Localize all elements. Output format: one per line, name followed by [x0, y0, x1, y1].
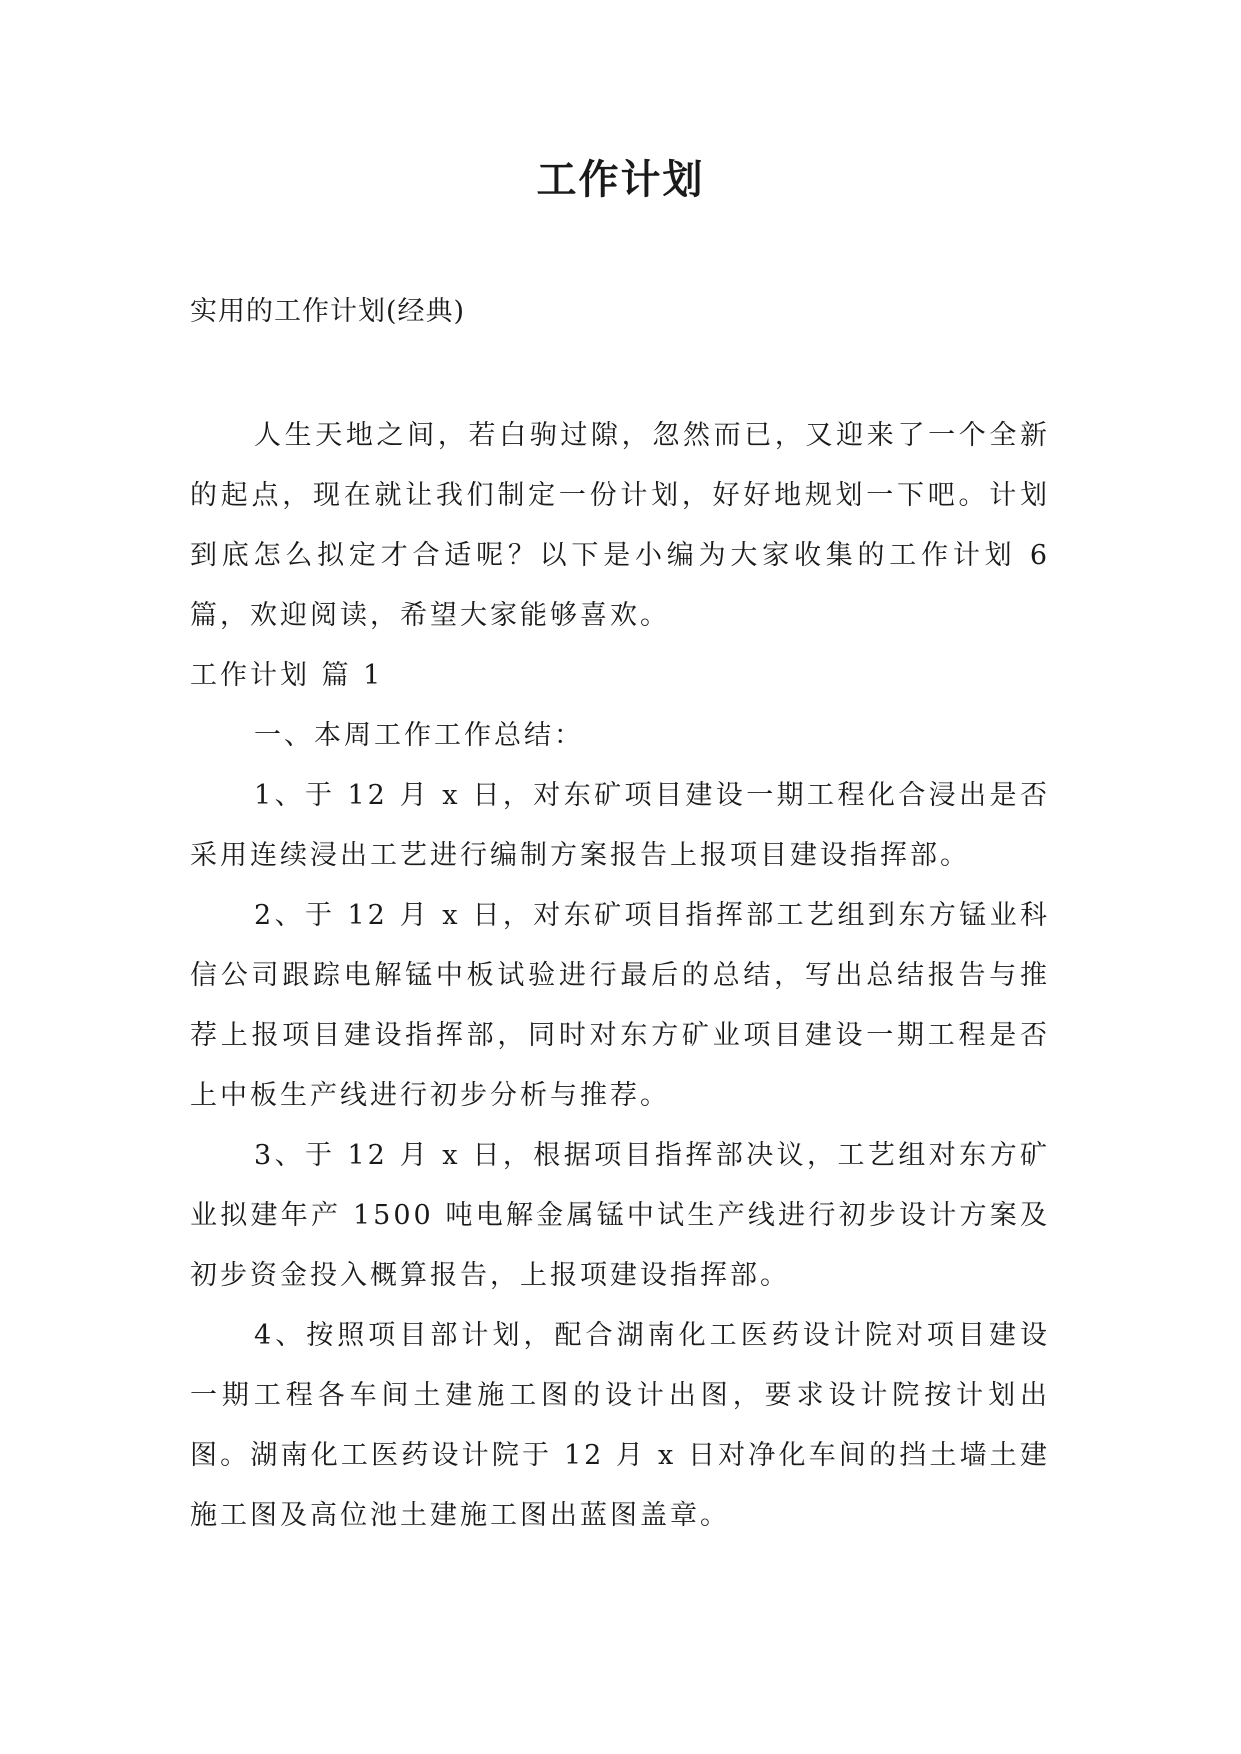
list-item: 2、于 12 月 x 日，对东矿项目指挥部工艺组到东方锰业科信公司跟踪电解锰中板试验进行最后的总结，写出总结报告与推荐上报项目建设指挥部，同时对东方矿业项目建设一期工程是否上中板生产线进行初步分析与推荐。	[190, 900, 1050, 1111]
section-heading: 工作计划 篇 1	[190, 660, 384, 691]
document-subtitle: 实用的工作计划(经典)	[190, 296, 466, 327]
part-heading: 一、本周工作工作总结：	[254, 720, 584, 751]
list-item: 4、按照项目部计划，配合湖南化工医药设计院对项目建设一期工程各车间土建施工图的设计出图，要求设计院按计划出图。湖南化工医药设计院于 12 月 x 日对净化车间的挡土墙土建施工图及高位池土建施工图出蓝图盖章。	[190, 1320, 1050, 1531]
document-body	[190, 406, 1050, 1546]
document-title: 工作计划	[536, 156, 705, 203]
intro-paragraph: 人生天地之间，若白驹过隙，忽然而已，又迎来了一个全新的起点，现在就让我们制定一份计划，好好地规划一下吧。计划到底怎么拟定才合适呢？以下是小编为大家收集的工作计划 6 篇，欢迎阅读，希望大家能够喜欢。	[190, 420, 1050, 631]
list-item: 3、于 12 月 x 日，根据项目指挥部决议，工艺组对东方矿业拟建年产 1500 吨电解金属锰中试生产线进行初步设计方案及初步资金投入概算报告，上报项建设指挥部。	[190, 1140, 1050, 1291]
list-item: 1、于 12 月 x 日，对东矿项目建设一期工程化合浸出是否采用连续浸出工艺进行编制方案报告上报项目建设指挥部。	[190, 780, 1050, 871]
